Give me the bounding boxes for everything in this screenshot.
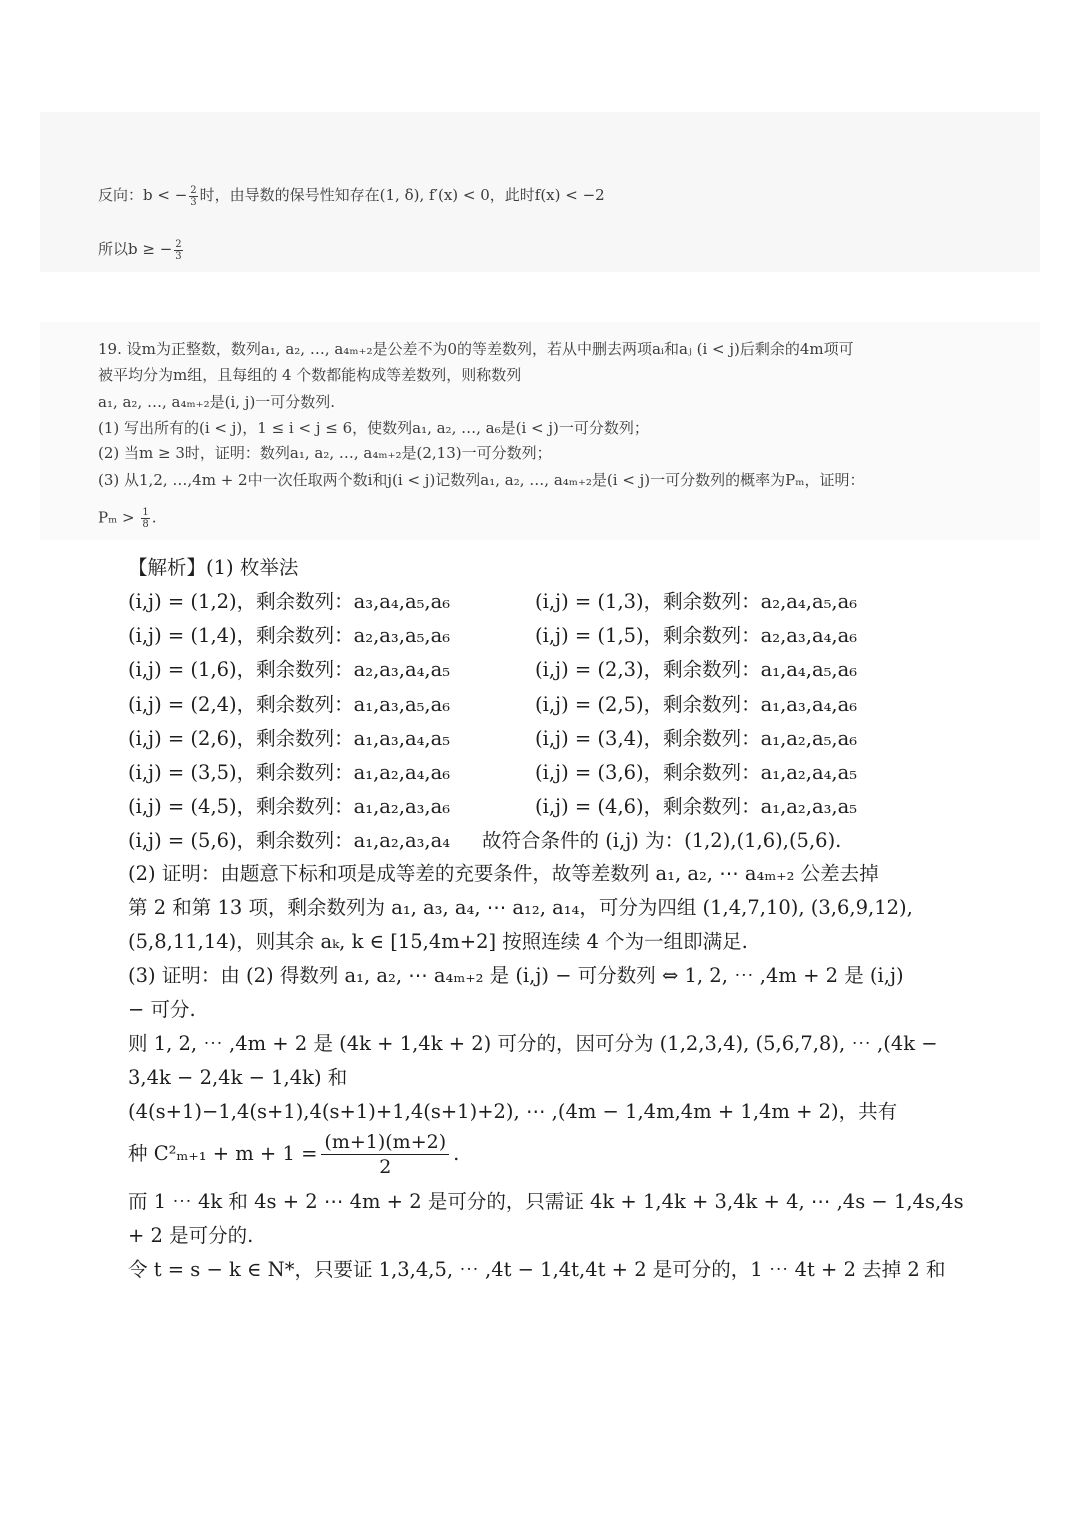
reverse-rest: 时，由导数的保号性知存在(1, δ), f′(x) < 0，此时f(x) < −2 [199, 186, 605, 204]
count-fraction [321, 1130, 449, 1179]
enum-row-right: (i,j) = (1,5)，剩余数列：a₂,a₃,a₄,a₆ [535, 624, 858, 648]
proof3-line-4: 3,4k − 2,4k − 1,4k) 和 [128, 1066, 348, 1089]
question-part-1: (1) 写出所有的(i < j)，1 ≤ i < j ≤ 6，使数列a₁, a₂, …, a₆是(i < j)一可分数列； [98, 419, 649, 437]
frac-den: 8 [142, 519, 149, 530]
enum-row-left: (i,j) = (2,4)，剩余数列：a₁,a₃,a₅,a₆ [128, 692, 451, 716]
proof3-line-7: 而 1 ⋯ 4k 和 4s + 2 ⋯ 4m + 2 是可分的，只需证 4k + 1,4k + 3,4k + 4, ⋯ ,4s − 1,4s,4s [128, 1190, 964, 1213]
frac-den: 2 [379, 1156, 392, 1178]
question-line-3: a₁, a₂, …, a₄ₘ₊₂是(i, j)一可分数列. [98, 393, 336, 411]
proof3-line-5: (4(s+1)−1,4(s+1),4(s+1)+1,4(s+1)+2), ⋯ ,(4m − 1,4m,4m + 1,4m + 2)，共有 [128, 1100, 898, 1123]
enum-row-right: (i,j) = (2,3)，剩余数列：a₁,a₄,a₅,a₆ [535, 658, 858, 682]
pm-prefix: Pₘ > [98, 508, 140, 527]
fraction [174, 239, 182, 262]
proof3-line-8: + 2 是可分的. [128, 1224, 254, 1247]
question-line-pm [98, 507, 157, 530]
fraction [141, 507, 149, 530]
question-part-2: (2) 当m ≥ 3时，证明：数列a₁, a₂, …, a₄ₘ₊₂是(2,13)一可分数列； [98, 444, 552, 462]
pm-suffix: . [151, 508, 157, 527]
enum-row-left: (i,j) = (2,6)，剩余数列：a₁,a₃,a₄,a₅ [128, 726, 451, 750]
frac-num: 1 [142, 507, 149, 518]
enum-row-left: (i,j) = (3,5)，剩余数列：a₁,a₂,a₄,a₆ [128, 761, 451, 784]
proof3-line-1: (3) 证明：由 (2) 得数列 a₁, a₂, ⋯ a₄ₘ₊₂ 是 (i,j) − 可分数列 ⇔ 1, 2, ⋯ ,4m + 2 是 (i,j) [128, 964, 904, 987]
frac-num: 2 [175, 238, 182, 250]
conclusion-prefix: 所以b ≥ − [98, 240, 173, 258]
enum-row-right: (i,j) = (3,6)，剩余数列：a₁,a₂,a₄,a₅ [535, 761, 858, 784]
question-part-3: (3) 从1,2, …,4m + 2中一次任取两个数i和j(i < j)记数列a₁, a₂, …, a₄ₘ₊₂是(i < j)一可分数列的概率为Pₘ，证明： [98, 471, 865, 489]
enum-row-right: 故符合条件的 (i,j) 为：(1,2),(1,6),(5,6). [482, 829, 842, 853]
enum-row-right: (i,j) = (2,5)，剩余数列：a₁,a₃,a₄,a₆ [535, 692, 858, 716]
enum-row-left: (i,j) = (4,5)，剩余数列：a₁,a₂,a₃,a₆ [128, 795, 451, 819]
enum-row-right: (i,j) = (3,4)，剩余数列：a₁,a₂,a₅,a₆ [535, 726, 858, 750]
proof3-line-6 [128, 1130, 459, 1179]
proof2-line-2: 第 2 和第 13 项，剩余数列为 a₁, a₃, a₄, ⋯ a₁₂, a₁₄，可分为四组 (1,4,7,10), (3,6,9,12), [128, 896, 913, 919]
enum-row-right: (i,j) = (4,6)，剩余数列：a₁,a₂,a₃,a₅ [535, 795, 858, 819]
enum-row-left: (i,j) = (1,6)，剩余数列：a₂,a₃,a₄,a₅ [128, 658, 451, 682]
proof2-line-3: (5,8,11,14)，则其余 aₖ, k ∈ [15,4m+2] 按照连续 4 个为一组即满足. [128, 930, 748, 953]
frac-den: 3 [175, 250, 182, 262]
question-line-1: 19. 设m为正整数，数列a₁, a₂, …, a₄ₘ₊₂是公差不为0的等差数列，若从中删去两项aᵢ和aⱼ (i < j)后剩余的4m项可 [98, 340, 854, 358]
enum-row-left: (i,j) = (1,4)，剩余数列：a₂,a₃,a₅,a₆ [128, 624, 451, 648]
question-line-2: 被平均分为m组，且每组的 4 个数都能构成等差数列，则称数列 [98, 366, 522, 384]
conclusion-line [98, 238, 185, 262]
enum-row-left: (i,j) = (1,2)，剩余数列：a₃,a₄,a₅,a₆ [128, 590, 451, 613]
reverse-prefix: 反向：b < − [98, 186, 188, 204]
proof3-line-9: 令 t = s − k ∈ N*，只要证 1,3,4,5, ⋯ ,4t − 1,4t,4t + 2 是可分的，1 ⋯ 4t + 2 去掉 2 和 [128, 1258, 946, 1281]
count-prefix: 种 C²ₘ₊₁ + m + 1 = [128, 1142, 318, 1165]
enum-row-right: (i,j) = (1,3)，剩余数列：a₂,a₄,a₅,a₆ [535, 590, 858, 613]
enum-row-left: (i,j) = (5,6)，剩余数列：a₁,a₂,a₃,a₄ [128, 829, 451, 853]
proof3-line-2: − 可分. [128, 998, 196, 1021]
solution-heading: 【解析】(1) 枚举法 [128, 556, 299, 579]
proof3-line-3: 则 1, 2, ⋯ ,4m + 2 是 (4k + 1,4k + 2) 可分的，因可分为 (1,2,3,4), (5,6,7,8), ⋯ ,(4k − [128, 1032, 938, 1055]
frac-num: (m+1)(m+2) [321, 1130, 449, 1155]
fraction [189, 185, 197, 208]
count-suffix: . [453, 1142, 460, 1165]
frac-den: 3 [190, 196, 197, 208]
reverse-direction-line [98, 184, 605, 208]
proof2-line-1: (2) 证明：由题意下标和项是成等差的充要条件，故等差数列 a₁, a₂, ⋯ a₄ₘ₊₂ 公差去掉 [128, 862, 879, 885]
frac-num: 2 [190, 184, 197, 196]
